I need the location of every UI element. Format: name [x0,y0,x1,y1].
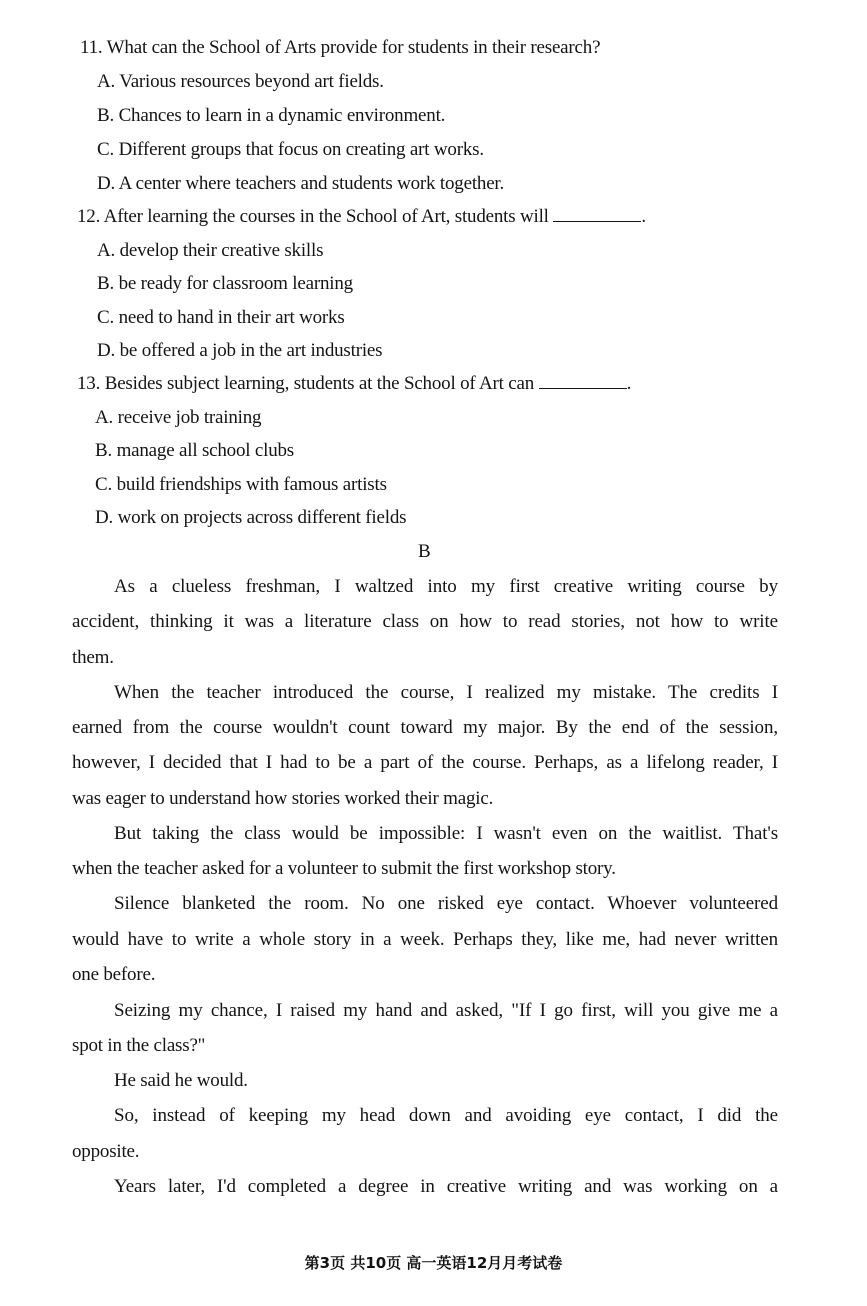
question-13-option-a: A. receive job training [95,407,262,428]
question-12-option-d: D. be offered a job in the art industries [97,340,383,361]
passage-line: spot in the class?" [72,1035,206,1056]
question-11-option-b: B. Chances to learn in a dynamic environment. [97,105,446,126]
passage-line: Silence blanketed the room. No one risked eye contact. Whoever volunteered [114,893,778,914]
question-number: 11. [80,37,103,58]
passage-line: opposite. [72,1141,140,1162]
passage-line: But taking the class would be impossible: I wasn't even on the waitlist. That's [114,823,778,844]
passage-line: Years later, I'd completed a degree in creative writing and was working on a [114,1176,778,1197]
question-12-stem: 12. After learning the courses in the School of Art, students will . [77,206,646,227]
passage-line: one before. [72,964,156,985]
passage-line: would have to write a whole story in a week. Perhaps they, like me, had never written [72,929,778,950]
question-12-option-a: A. develop their creative skills [97,240,324,261]
question-number: 13. [77,373,101,394]
passage-line: was eager to understand how stories worked their magic. [72,788,494,809]
passage-line: As a clueless freshman, I waltzed into my first creative writing course by [114,576,778,597]
passage-line: earned from the course wouldn't count toward my major. By the end of the session, [72,717,778,738]
passage-line: So, instead of keeping my head down and avoiding eye contact, I did the [114,1105,778,1126]
question-12-option-c: C. need to hand in their art works [97,307,345,328]
question-13-option-c: C. build friendships with famous artists [95,474,387,495]
passage-line: Seizing my chance, I raised my hand and asked, "If I go first, will you give me a [114,1000,778,1021]
passage-line: When the teacher introduced the course, I realized my mistake. The credits I [114,682,778,703]
answer-blank [539,372,627,389]
answer-blank [553,205,641,222]
section-heading: B [418,541,431,562]
question-number: 12. [77,206,101,227]
question-11-option-a: A. Various resources beyond art fields. [97,71,384,92]
page-footer: 第3页 共10页 高一英语12月月考试卷 [304,1254,563,1272]
question-12-option-b: B. be ready for classroom learning [97,273,353,294]
passage-line: however, I decided that I had to be a part of the course. Perhaps, as a lifelong reader, I [72,752,778,773]
passage-line: them. [72,647,114,668]
question-13-option-d: D. work on projects across different fields [95,507,407,528]
question-text: Besides subject learning, students at the School of Art can [104,373,535,394]
question-11-option-d: D. A center where teachers and students work together. [97,173,505,194]
passage-line: accident, thinking it was a literature class on how to read stories, not how to write [72,611,778,632]
question-13-option-b: B. manage all school clubs [95,440,295,461]
question-13-stem: 13. Besides subject learning, students at the School of Art can . [77,373,632,394]
question-text: What can the School of Arts provide for students in their research? [106,37,601,58]
passage-line: He said he would. [114,1070,248,1091]
question-text: After learning the courses in the School of Art, students will [103,206,549,227]
question-11-stem [80,36,600,60]
question-11-option-c: C. Different groups that focus on creating art works. [97,139,484,160]
passage-line: when the teacher asked for a volunteer to submit the first workshop story. [72,858,616,879]
